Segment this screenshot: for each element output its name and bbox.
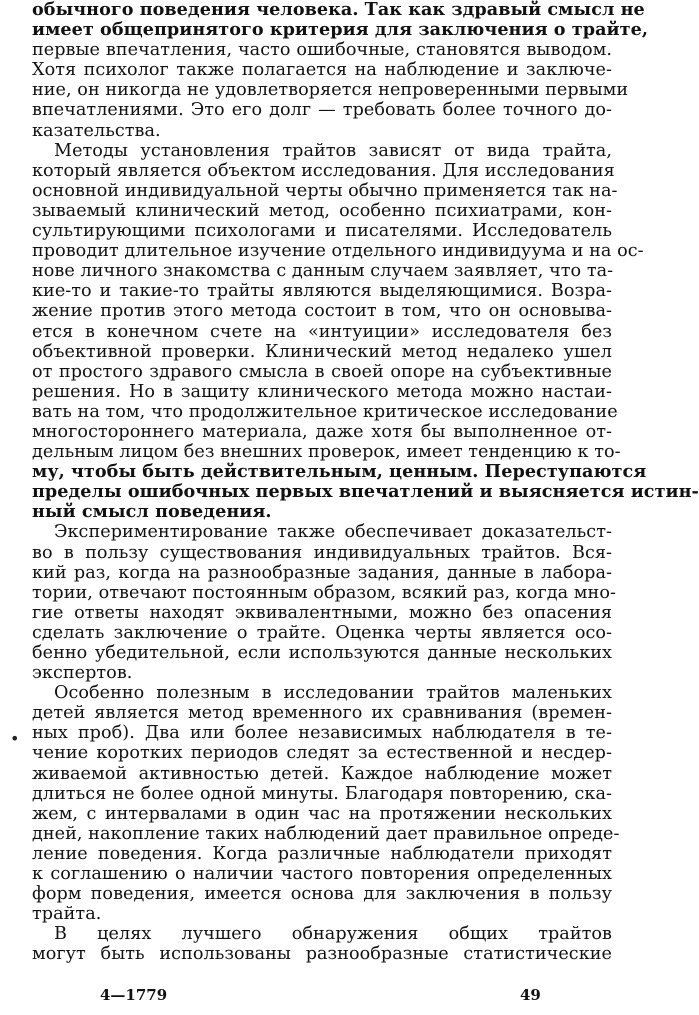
paragraph xyxy=(32,0,648,141)
text-line: В целях лучшего обнаружения общих трайтов xyxy=(54,924,612,945)
text-line: му, чтобы быть действительным, ценным. Переступаются xyxy=(32,461,647,483)
text-line: ние, он никогда не удовлетворяется непроверенными первыми xyxy=(32,80,629,101)
text-line: обычного поведения человека. Так как здравый смысл не xyxy=(32,0,645,20)
text-line: имеет общепринятого критерия для заключения о трайте, xyxy=(32,19,648,41)
paragraph xyxy=(32,522,616,684)
text-line: который является объектом исследования. Для исследования xyxy=(32,160,615,181)
text-line: длиться не более одной минуты. Благодаря повторению, ска- xyxy=(32,783,612,804)
printer-signature: 4—1779 xyxy=(100,986,168,1004)
text-line: нове личного знакомства с данным случаем заявляет, что та- xyxy=(32,261,614,282)
text-line: проводит длительное изучение отдельного индивидуума и на ос- xyxy=(32,241,644,262)
text-line: Экспериментирование также обеспечивает доказательст- xyxy=(54,522,612,543)
text-line: гие ответы находят эквивалентными, можно без опасения xyxy=(32,602,612,623)
text-line: дельным лицом без внешних проверок, имеет тенденцию к то- xyxy=(32,442,621,463)
text-line: решения. Но в защиту клинического метода можно настаи- xyxy=(32,381,612,402)
paragraph xyxy=(32,924,612,964)
text-line: впечатлениями. Это его долг — требовать более точного до- xyxy=(32,100,612,121)
text-line: первые впечатления, часто ошибочные, становятся выводом. xyxy=(32,40,612,61)
page-footer xyxy=(0,982,620,1006)
text-line: ется в конечном счете на «интуиции» исследователя без xyxy=(32,321,612,342)
paragraph xyxy=(32,683,620,925)
text-line: кие-то и такие-то трайты являются выделяющимися. Возра- xyxy=(32,281,612,302)
text-line: во в пользу существования индивидуальных трайтов. Вся- xyxy=(32,542,612,563)
margin-bullet-mark: • xyxy=(10,729,20,748)
text-line: к соглашению о наличии частого повторения определенных xyxy=(32,864,612,885)
text-line: ный смысл поведения. xyxy=(32,501,272,523)
text-line: объективной проверки. Клинический метод недалеко ушел xyxy=(32,341,612,362)
paragraph xyxy=(32,140,699,523)
text-line: дней, накопление таких наблюдений дает правильное опреде- xyxy=(32,823,620,844)
text-line: основной индивидуальной черты обычно применяется так на- xyxy=(32,180,618,201)
text-line: кий раз, когда на разнообразные задания, данные в лабора- xyxy=(32,562,612,583)
text-line: бенно убедительной, если используются данные нескольких xyxy=(32,643,612,663)
text-line: сультирующими психологами и писателями. Исследователь xyxy=(32,221,612,242)
text-line: ных проб). Два или более независимых наблюдателя в те- xyxy=(32,723,612,744)
text-line: зываемый клинический метод, особенно психиатрами, кон- xyxy=(32,200,612,221)
text-line: многостороннего материала, даже хотя бы выполненное от- xyxy=(32,421,612,442)
text-line: живаемой активностью детей. Каждое наблюдение может xyxy=(32,763,612,784)
text-line: детей является метод временного их сравнивания (времен- xyxy=(32,703,612,724)
text-line: трайта. xyxy=(32,904,102,925)
text-line: ление поведения. Когда различные наблюдатели приходят xyxy=(32,843,612,864)
text-line: Хотя психолог также полагается на наблюдение и заключе- xyxy=(32,60,612,81)
text-line: чение коротких периодов следят за естественной и несдер- xyxy=(32,743,612,764)
text-line: вать на том, что продолжительное критическое исследование xyxy=(32,401,618,422)
text-line: от простого здравого смысла в своей опоре на субъективные xyxy=(32,361,612,382)
text-line: Методы установления трайтов зависят от вида трайта, xyxy=(54,140,612,161)
text-line: сделать заключение о трайте. Оценка черты является осо- xyxy=(32,622,612,643)
text-line: форм поведения, имеется основа для заключения в пользу xyxy=(32,884,612,905)
text-line: жение против этого метода состоит в том, что он основыва- xyxy=(32,301,612,322)
text-line: пределы ошибочных первых впечатлений и выясняется истин- xyxy=(32,481,699,503)
text-line: экспертов. xyxy=(32,663,133,684)
text-line: тории, отвечают постоянным образом, всякий раз, когда мно- xyxy=(32,582,616,603)
text-line: жем, с интервалами в один час на протяжении нескольких xyxy=(32,803,612,824)
body-text xyxy=(32,0,699,965)
text-line: казательства. xyxy=(32,120,161,141)
text-line: Особенно полезным в исследовании трайтов маленьких xyxy=(54,683,612,704)
page-number: 49 xyxy=(520,986,541,1004)
text-line: могут быть использованы разнообразные статистические xyxy=(32,944,612,965)
